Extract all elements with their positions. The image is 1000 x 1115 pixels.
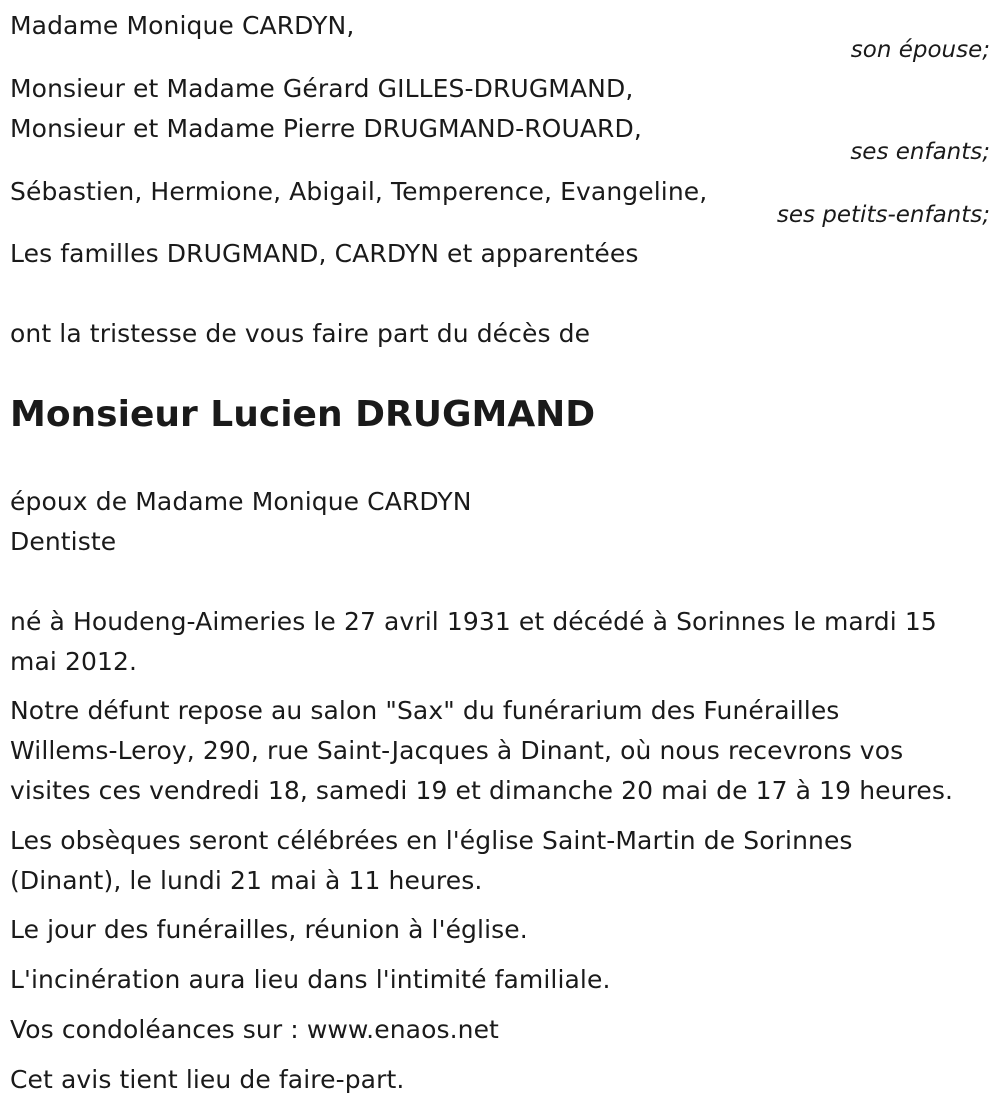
families: Les familles DRUGMAND, CARDYN et apparentées	[10, 239, 639, 268]
notice-info: Cet avis tient lieu de faire-part.	[10, 1065, 405, 1094]
child-1: Monsieur et Madame Gérard GILLES-DRUGMAND,	[10, 74, 634, 103]
visitation-line-2: Willems-Leroy, 290, rue Saint-Jacques à Dinant, où nous recevrons vos	[10, 736, 904, 765]
spouse-relation: son épouse;	[850, 37, 990, 63]
grandchildren-relation: ses petits-enfants;	[776, 202, 990, 228]
children-relation: ses enfants;	[850, 139, 990, 165]
visitation-line-1: Notre défunt repose au salon "Sax" du funérarium des Funérailles	[10, 696, 840, 725]
intro-text: ont la tristesse de vous faire part du décès de	[10, 319, 591, 348]
meeting-info: Le jour des funérailles, réunion à l'église.	[10, 915, 528, 944]
cremation-info: L'incinération aura lieu dans l'intimité familiale.	[10, 965, 611, 994]
grandchildren: Sébastien, Hermione, Abigail, Temperence, Evangeline,	[10, 177, 708, 206]
birth-death-line-1: né à Houdeng-Aimeries le 27 avril 1931 et décédé à Sorinnes le mardi 15	[10, 607, 937, 636]
funeral-line-2: (Dinant), le lundi 21 mai à 11 heures.	[10, 866, 483, 895]
condolences-info: Vos condoléances sur : www.enaos.net	[10, 1015, 499, 1044]
child-2: Monsieur et Madame Pierre DRUGMAND-ROUARD,	[10, 114, 642, 143]
deceased-name: Monsieur Lucien DRUGMAND	[10, 394, 596, 435]
visitation-line-3: visites ces vendredi 18, samedi 19 et dimanche 20 mai de 17 à 19 heures.	[10, 776, 954, 805]
funeral-line-1: Les obsèques seront célébrées en l'église Saint-Martin de Sorinnes	[10, 826, 853, 855]
profession: Dentiste	[10, 527, 117, 556]
spouse-name: Madame Monique CARDYN,	[10, 11, 355, 40]
spouse-of: époux de Madame Monique CARDYN	[10, 487, 472, 516]
birth-death-line-2: mai 2012.	[10, 647, 138, 676]
